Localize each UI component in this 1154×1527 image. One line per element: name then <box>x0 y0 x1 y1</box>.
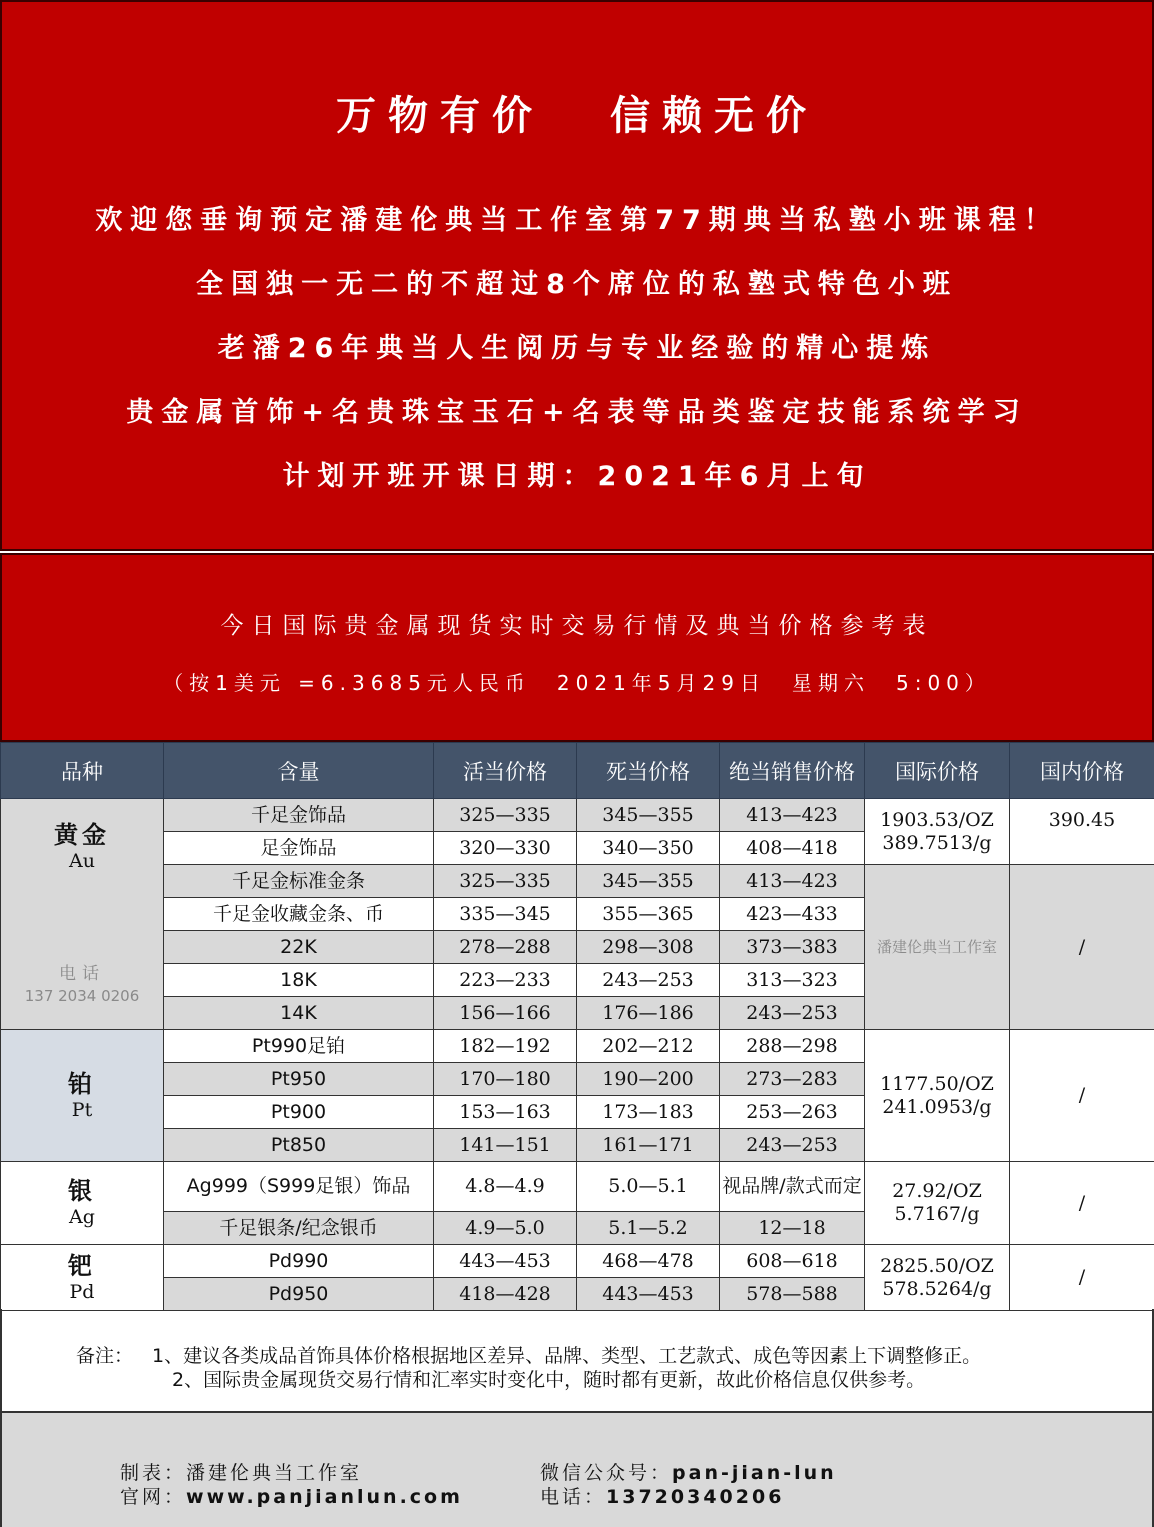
promo-banner <box>0 0 1154 551</box>
studio-watermark: 潘建伦典当工作室 <box>865 865 1010 1030</box>
item-name: Pd990 <box>164 1245 434 1278</box>
banner-line-5: 计划开班开课日期：2021年6月上旬 <box>282 461 872 492</box>
dead-price: 298—308 <box>577 931 720 964</box>
item-name: 千足银条/纪念银币 <box>164 1212 434 1245</box>
sale-price: 273—283 <box>720 1063 865 1096</box>
item-name: 千足金收藏金条、币 <box>164 898 434 931</box>
item-name: Ag999（S999足银）饰品 <box>164 1162 434 1212</box>
table-title: 今日国际贵金属现货实时交易行情及典当价格参考表 <box>220 613 934 639</box>
notes-label: 备注： <box>76 1345 134 1367</box>
item-name: Pt950 <box>164 1063 434 1096</box>
category-platinum <box>1 1030 164 1162</box>
intl-price-silver: 27.92/OZ 5.7167/g <box>865 1162 1010 1245</box>
category-palladium <box>1 1245 164 1311</box>
category-name: 黄金 <box>54 821 110 849</box>
sale-price: 243—253 <box>720 1129 865 1162</box>
sale-price: 578—588 <box>720 1278 865 1311</box>
table-row <box>1 799 1154 832</box>
dead-price: 173—183 <box>577 1096 720 1129</box>
sale-price: 视品牌/款式而定 <box>720 1162 865 1212</box>
item-name: 千足金标准金条 <box>164 865 434 898</box>
sale-price: 608—618 <box>720 1245 865 1278</box>
live-price: 443—453 <box>434 1245 577 1278</box>
item-name: 14K <box>164 997 434 1030</box>
table-row <box>1 1162 1154 1212</box>
dead-price: 243—253 <box>577 964 720 997</box>
exchange-rate-note: （按1美元 =6.3685元人民币 2021年5月29日 星期六 5:00） <box>163 671 991 695</box>
category-name: 铂 <box>68 1069 96 1098</box>
live-price: 182—192 <box>434 1030 577 1063</box>
dead-price: 355—365 <box>577 898 720 931</box>
footer-website: 官网：www.panjianlun.com <box>120 1486 463 1508</box>
header-dead-pawn: 死当价格 <box>577 743 720 799</box>
footer <box>0 1411 1154 1527</box>
footer-maker: 制表：潘建伦典当工作室 <box>120 1462 363 1484</box>
website-link[interactable]: www.panjianlun.com <box>186 1486 463 1508</box>
dead-price: 345—355 <box>577 799 720 832</box>
sale-price: 243—253 <box>720 997 865 1030</box>
live-price: 335—345 <box>434 898 577 931</box>
sale-price: 313—323 <box>720 964 865 997</box>
live-price: 156—166 <box>434 997 577 1030</box>
item-name: Pt850 <box>164 1129 434 1162</box>
header-intl-price: 国际价格 <box>865 743 1010 799</box>
sale-price: 413—423 <box>720 865 865 898</box>
header-sale-price: 绝当销售价格 <box>720 743 865 799</box>
live-price: 4.9—5.0 <box>434 1212 577 1245</box>
sale-price: 373—383 <box>720 931 865 964</box>
footer-phone: 电话：13720340206 <box>540 1486 785 1508</box>
item-name: Pd950 <box>164 1278 434 1311</box>
domestic-price-platinum: / <box>1010 1030 1154 1162</box>
sale-price: 408—418 <box>720 832 865 865</box>
table-row <box>1 1245 1154 1278</box>
banner-line-1: 欢迎您垂询预定潘建伦典当工作室第77期典当私塾小班课程！ <box>95 205 1059 236</box>
slogan: 万物有价 信赖无价 <box>336 93 818 139</box>
sale-price: 423—433 <box>720 898 865 931</box>
category-name: 银 <box>68 1177 96 1206</box>
live-price: 141—151 <box>434 1129 577 1162</box>
live-price: 223—233 <box>434 964 577 997</box>
banner-line-3: 老潘26年典当人生阅历与专业经验的精心提炼 <box>217 333 937 364</box>
live-price: 325—335 <box>434 865 577 898</box>
dead-price: 340—350 <box>577 832 720 865</box>
category-symbol: Ag <box>69 1206 95 1228</box>
note-1: 1、建议各类成品首饰具体价格根据地区差异、品牌、类型、工艺款式、成色等因素上下调整修正。 <box>152 1345 982 1367</box>
header-variety: 品种 <box>1 743 164 799</box>
dead-price: 468—478 <box>577 1245 720 1278</box>
banner-line-2: 全国独一无二的不超过8个席位的私塾式特色小班 <box>196 269 958 300</box>
item-name: 千足金饰品 <box>164 799 434 832</box>
note-2: 2、国际贵金属现货交易行情和汇率实时变化中，随时都有更新，故此价格信息仅供参考。 <box>172 1369 926 1391</box>
domestic-price-silver: / <box>1010 1162 1154 1245</box>
sale-price: 413—423 <box>720 799 865 832</box>
header-live-pawn: 活当价格 <box>434 743 577 799</box>
live-price: 153—163 <box>434 1096 577 1129</box>
live-price: 325—335 <box>434 799 577 832</box>
dead-price: 443—453 <box>577 1278 720 1311</box>
footer-wechat: 微信公众号：pan-jian-lun <box>540 1462 837 1484</box>
intl-price-palladium: 2825.50/OZ 578.5264/g <box>865 1245 1010 1311</box>
header-purity: 含量 <box>164 743 434 799</box>
domestic-price-slash: / <box>1010 865 1154 1030</box>
dead-price: 190—200 <box>577 1063 720 1096</box>
item-name: 22K <box>164 931 434 964</box>
item-name: Pt990足铂 <box>164 1030 434 1063</box>
live-price: 278—288 <box>434 931 577 964</box>
domestic-price-gold: 390.45 <box>1010 799 1154 865</box>
table-subheader <box>0 553 1154 742</box>
table-header-row <box>1 743 1154 799</box>
live-price: 170—180 <box>434 1063 577 1096</box>
sale-price: 12—18 <box>720 1212 865 1245</box>
sale-price: 288—298 <box>720 1030 865 1063</box>
item-name: 足金饰品 <box>164 832 434 865</box>
category-silver <box>1 1162 164 1245</box>
header-domestic-price: 国内价格 <box>1010 743 1154 799</box>
table-row <box>1 1030 1154 1063</box>
live-price: 320—330 <box>434 832 577 865</box>
banner-line-4: 贵金属首饰+名贵珠宝玉石+名表等品类鉴定技能系统学习 <box>126 397 1028 428</box>
live-price: 4.8—4.9 <box>434 1162 577 1212</box>
dead-price: 161—171 <box>577 1129 720 1162</box>
dead-price: 202—212 <box>577 1030 720 1063</box>
dead-price: 5.1—5.2 <box>577 1212 720 1245</box>
dead-price: 176—186 <box>577 997 720 1030</box>
contact-phone: 电话 137 2034 0206 <box>24 964 140 1005</box>
domestic-price-palladium: / <box>1010 1245 1154 1311</box>
intl-price-gold: 1903.53/OZ 389.7513/g <box>865 799 1010 865</box>
sale-price: 253—263 <box>720 1096 865 1129</box>
category-gold <box>1 799 164 1030</box>
intl-price-platinum: 1177.50/OZ 241.0953/g <box>865 1030 1010 1162</box>
dead-price: 5.0—5.1 <box>577 1162 720 1212</box>
price-table <box>0 742 1154 1311</box>
item-name: Pt900 <box>164 1096 434 1129</box>
category-symbol: Pt <box>71 1098 93 1121</box>
live-price: 418—428 <box>434 1278 577 1311</box>
item-name: 18K <box>164 964 434 997</box>
category-name: 钯 <box>68 1251 96 1280</box>
category-symbol: Au <box>69 849 95 872</box>
dead-price: 345—355 <box>577 865 720 898</box>
notes-section <box>0 1309 1154 1411</box>
table-row <box>1 865 1154 898</box>
category-symbol: Pd <box>69 1280 95 1303</box>
